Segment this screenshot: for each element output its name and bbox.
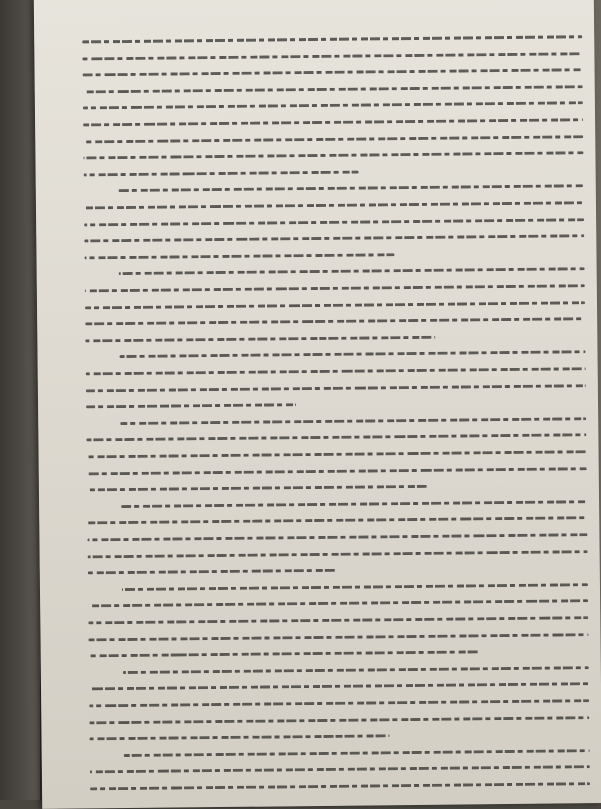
text-line bbox=[87, 533, 587, 541]
text-line bbox=[86, 403, 296, 408]
text-line bbox=[86, 433, 586, 441]
text-line bbox=[87, 450, 587, 458]
text-line bbox=[83, 135, 583, 143]
text-line bbox=[120, 350, 586, 358]
text-line bbox=[90, 782, 590, 790]
text-line bbox=[84, 201, 584, 209]
text-line bbox=[87, 485, 427, 492]
document-page bbox=[34, 0, 601, 809]
text-line bbox=[89, 682, 589, 690]
text-line bbox=[123, 666, 589, 674]
text-line bbox=[87, 467, 587, 475]
text-line bbox=[83, 118, 583, 126]
text-line bbox=[89, 716, 589, 724]
text-line bbox=[85, 317, 585, 325]
text-line bbox=[84, 171, 359, 177]
text-line bbox=[89, 699, 589, 707]
text-line bbox=[85, 284, 585, 292]
text-line bbox=[90, 765, 590, 773]
text-line bbox=[120, 417, 586, 425]
text-line bbox=[82, 52, 582, 60]
text-line bbox=[84, 253, 394, 259]
text-line bbox=[85, 336, 435, 343]
text-line bbox=[118, 184, 584, 192]
text-line bbox=[87, 516, 587, 524]
text-line bbox=[85, 301, 585, 309]
text-line bbox=[90, 734, 390, 740]
text-line bbox=[83, 151, 583, 159]
text-line bbox=[122, 583, 588, 591]
text-line bbox=[86, 367, 586, 375]
text-line bbox=[89, 650, 479, 657]
text-line bbox=[88, 633, 588, 641]
text-line bbox=[82, 35, 582, 43]
text-line bbox=[84, 234, 584, 242]
text-line bbox=[119, 267, 585, 275]
text-line bbox=[83, 68, 583, 76]
text-line bbox=[124, 749, 590, 757]
text-line bbox=[88, 569, 338, 575]
text-line bbox=[83, 85, 583, 93]
text-line bbox=[88, 616, 588, 624]
text-line bbox=[84, 218, 584, 226]
text-line bbox=[88, 599, 588, 607]
text-line bbox=[88, 550, 588, 558]
text-line bbox=[83, 101, 583, 109]
text-line bbox=[86, 384, 586, 392]
text-line bbox=[121, 500, 587, 508]
